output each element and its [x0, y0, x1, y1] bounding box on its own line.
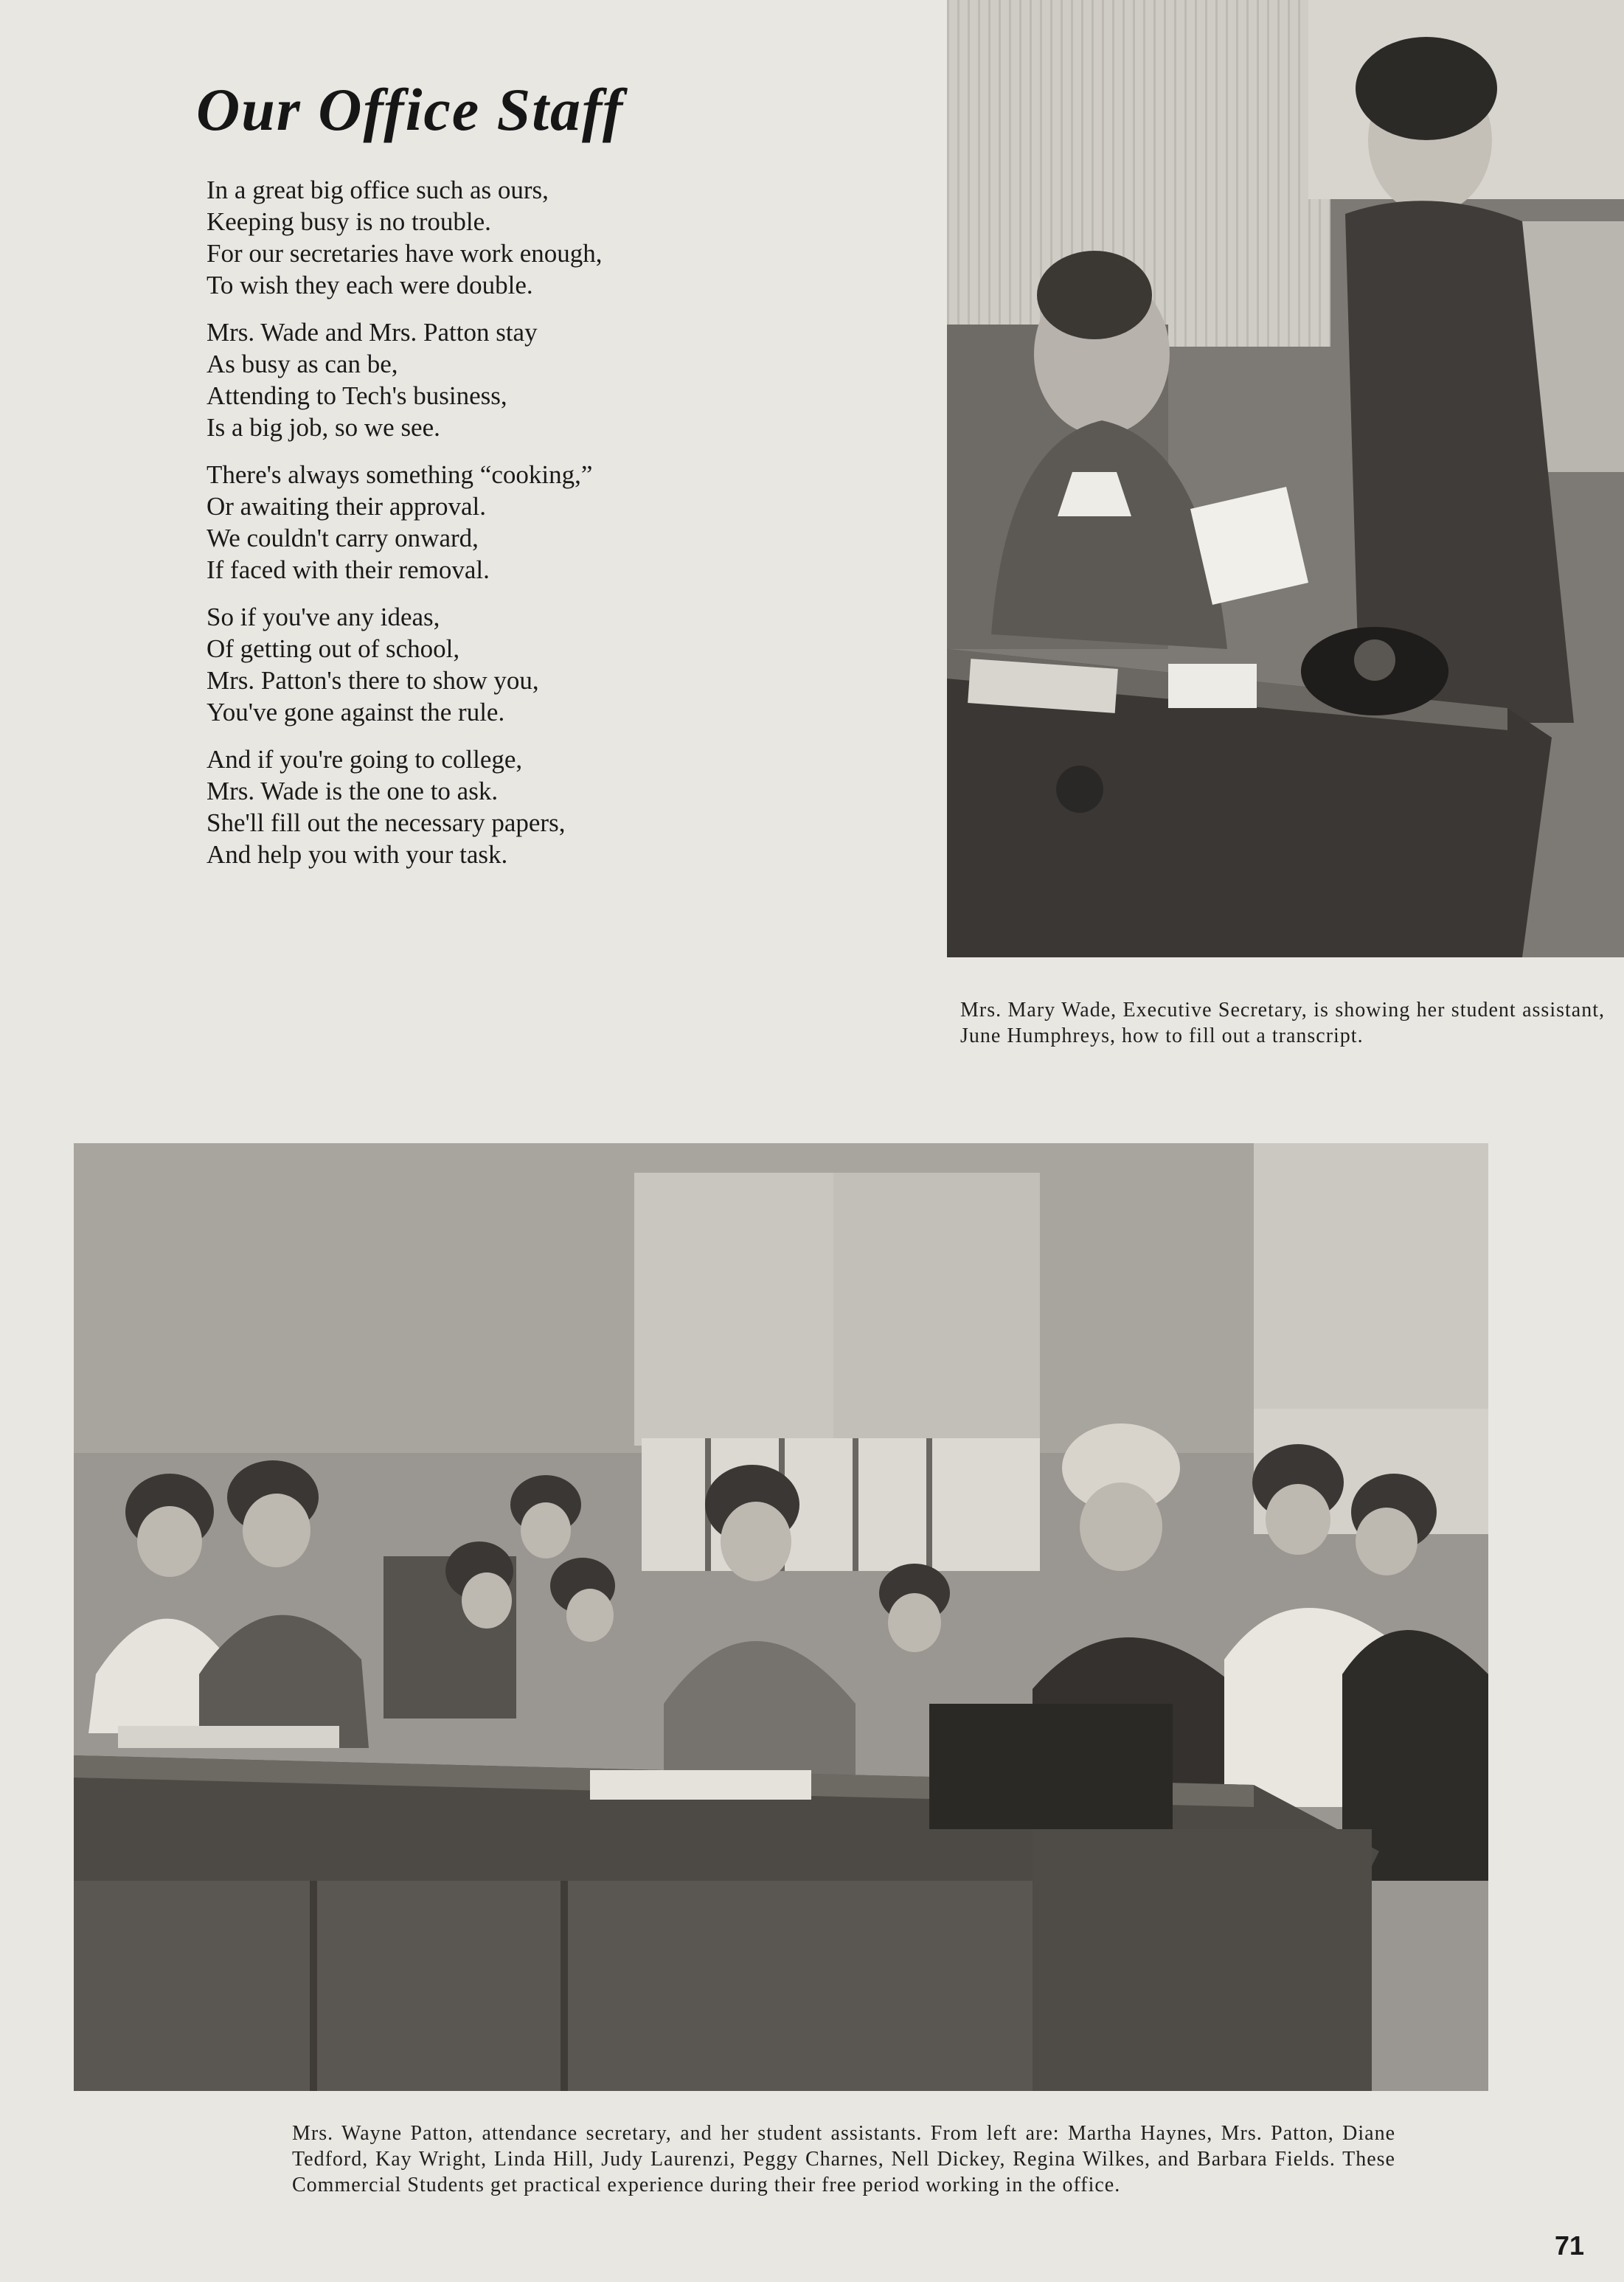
- photo-wade-and-assistant: [947, 0, 1624, 957]
- poem-stanza: [207, 743, 752, 870]
- poem-line: Mrs. Wade and Mrs. Patton stay: [207, 318, 538, 347]
- poem-line: Mrs. Patton's there to show you,: [207, 666, 539, 695]
- poem-line: You've gone against the rule.: [207, 698, 505, 726]
- page-number: 71: [1555, 2230, 1585, 2261]
- poem-line: For our secretaries have work enough,: [207, 239, 603, 268]
- poem-line: To wish they each were double.: [207, 271, 533, 299]
- poem: [207, 174, 752, 886]
- poem-line: Mrs. Wade is the one to ask.: [207, 777, 499, 805]
- poem-line: As busy as can be,: [207, 350, 398, 378]
- poem-line: And help you with your task.: [207, 840, 508, 869]
- poem-line: If faced with their removal.: [207, 555, 490, 584]
- caption-bottom-photo: Mrs. Wayne Patton, attendance secretary, and her student assistants. From left are: Martha Haynes, Mrs. Patton, Diane Tedford, Kay Wright, Linda Hill, Judy Laurenzi, Peggy Charnes, Nell Dickey, Regina Wilkes, and Barbara Fields. These Commercial Students get practical experience during their free period working in the office.: [292, 2122, 1395, 2196]
- photo-patton-illustration: [74, 1143, 1488, 2091]
- poem-line: Is a big job, so we see.: [207, 413, 440, 442]
- poem-line: Or awaiting their approval.: [207, 492, 487, 521]
- poem-line: We couldn't carry onward,: [207, 524, 479, 552]
- photo-wade-illustration: [947, 0, 1624, 957]
- poem-line: Of getting out of school,: [207, 634, 460, 663]
- poem-stanza: [207, 459, 752, 586]
- poem-stanza: [207, 316, 752, 443]
- poem-line: She'll fill out the necessary papers,: [207, 808, 566, 837]
- page-title: Our Office Staff: [196, 76, 625, 143]
- poem-stanza: [207, 174, 752, 301]
- photo-patton-and-assistants: [74, 1143, 1488, 2091]
- poem-line: There's always something “cooking,”: [207, 460, 593, 489]
- poem-line: In a great big office such as ours,: [207, 176, 549, 204]
- poem-stanza: [207, 601, 752, 728]
- poem-line: So if you've any ideas,: [207, 603, 440, 631]
- poem-line: Keeping busy is no trouble.: [207, 207, 491, 236]
- poem-line: Attending to Tech's business,: [207, 381, 507, 410]
- caption-top-photo: Mrs. Mary Wade, Executive Secretary, is showing her student assistant, June Humphreys, how to fill out a transcript.: [960, 999, 1605, 1047]
- poem-line: And if you're going to college,: [207, 745, 523, 774]
